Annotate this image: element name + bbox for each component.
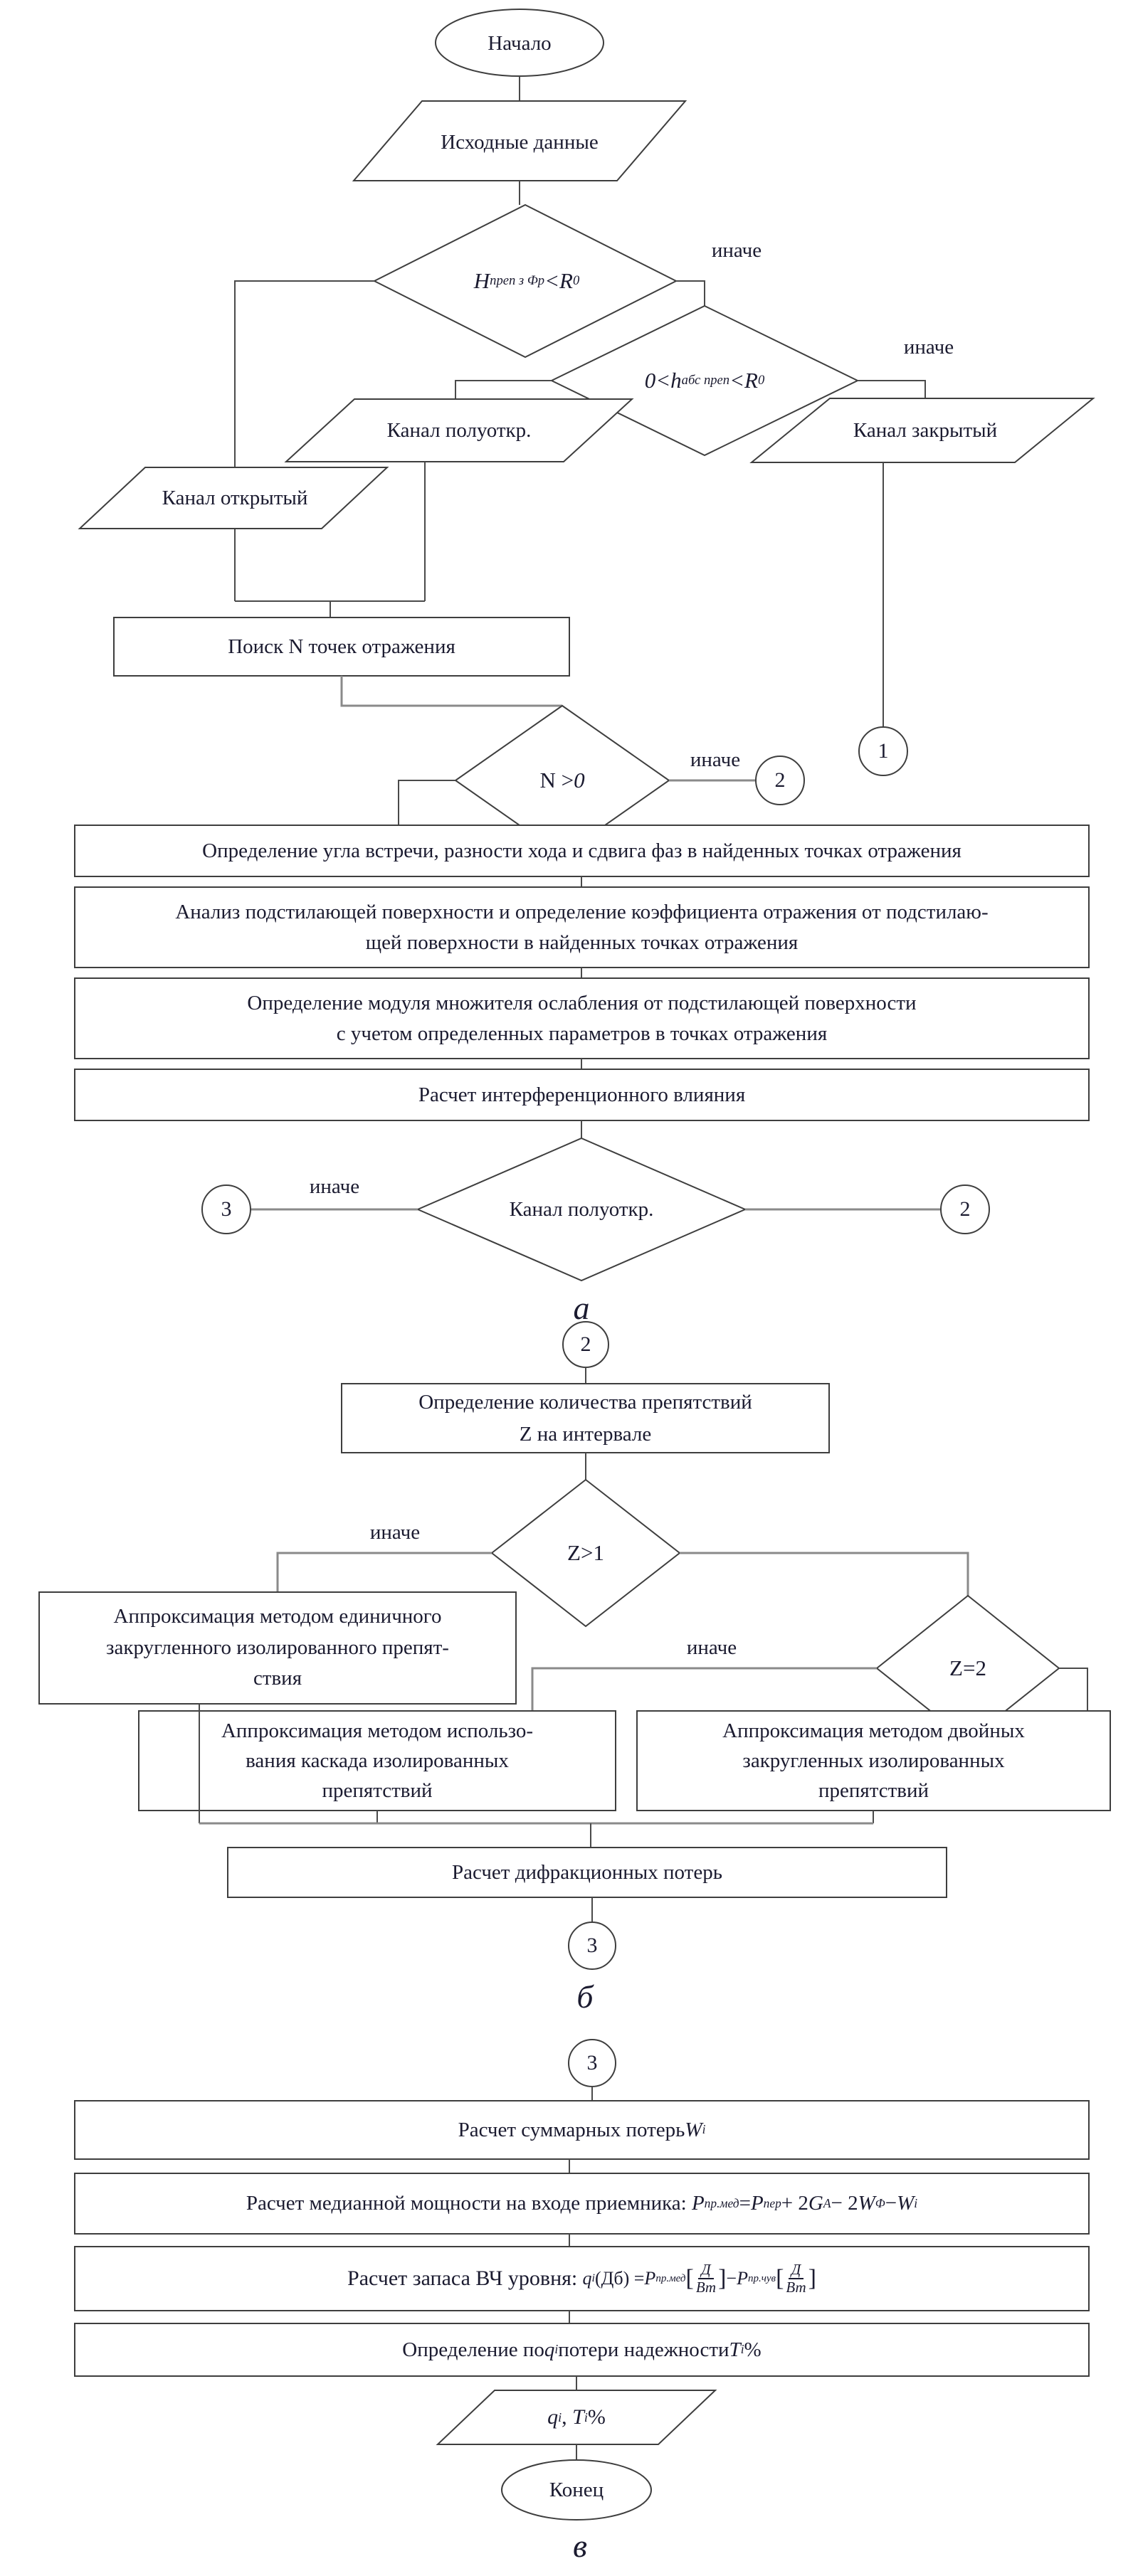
channel-closed-parallelogram: Канал закрытый [853,418,998,442]
rect-v3: Расчет запаса ВЧ уровня: q i (Дб) = P пр.мед [ $\frac{Д}{Вт}$ ] − P пр.чув [ $\frac{Д}{Вт}$ ] [347,2260,816,2296]
connector-circle-2b: 2 [959,1197,971,1221]
rect-b3: Аппроксимация методом использо- вания каскада изолированных препятствий [221,1719,534,1803]
input-data-parallelogram: Исходные данные [441,130,599,154]
otherwise-label-dn: иначе [690,748,741,771]
decision-z2-diamond: Z=2 [949,1655,986,1680]
edge-dz1-dz2 [680,1553,968,1596]
edge-d2-closed-otherwise [858,381,925,398]
decision1-diamond: H преп з Фр < R 0 [473,267,580,293]
connector-circle-2c: 2 [580,1332,591,1357]
rect-a3: Определение модуля множителя ослабления от подстилающей поверхности с учетом определенных параметров в точках отражения [247,992,917,1045]
section-label-b: б [576,1978,594,2015]
edge-dz2-b4 [1059,1668,1087,1711]
rect-a2: Анализ подстилающей поверхности и определение коэффициента отражения от подстилаю- щей поверхности в найденных точках отражения [175,901,989,954]
section-label-a: а [573,1289,590,1326]
otherwise-label-d4: иначе [309,1175,360,1198]
decision-z1-diamond: Z>1 [567,1539,604,1565]
otherwise-label-z2: иначе [686,1636,737,1659]
decision2-diamond: 0< h абс преп < R 0 [644,367,765,393]
end-terminator: Конец [549,2478,604,2501]
start-terminator: Начало [488,31,552,55]
search-points-rect: Поиск N точек отражения [228,635,455,658]
rect-v2: Расчет медианной мощности на входе приемника: P пр.мед = P пер + 2 G A − 2 W Ф − W i [246,2192,918,2215]
edge-dz2-b3-otherwise [532,1668,877,1711]
output-parallelogram: q i , T i % [547,2405,606,2429]
rect-a1: Определение угла встречи, разности хода и сдвига фаз в найденных точках отражения [202,839,961,862]
rect-a4: Расчет интерференционного влияния [418,1083,746,1106]
rect-b1: Определение количества препятствий Z на интервале [418,1390,752,1446]
rect-b4: Аппроксимация методом двойных закругленных изолированных препятствий [722,1719,1025,1803]
rect-b2: Аппроксимация методом единичного закругленного изолированного препят- ствия [106,1605,449,1690]
otherwise-label-z1: иначе [369,1520,421,1544]
connector-circle-1: 1 [878,739,889,763]
rect-v1: Расчет суммарных потерь W i [458,2118,706,2141]
edge-dn-rect1 [399,780,455,825]
decision-semi-diamond: Канал полуоткр. [509,1197,654,1221]
channel-semiopen-parallelogram: Канал полуоткр. [386,418,532,442]
channel-open-parallelogram: Канал открытый [162,486,308,509]
edge-dz1-b2-otherwise [278,1553,492,1592]
otherwise-label-d2: иначе [903,335,954,359]
section-label-v: в [573,2527,587,2564]
edge-search-dn [342,676,562,706]
edge-d2-semi [455,381,552,399]
connector-circle-3c: 3 [586,2051,598,2075]
rect-b5: Расчет дифракционных потерь [452,1860,722,1884]
connector-circle-3b: 3 [586,1934,598,1958]
rect-v4: Определение по q i потери надежности T i % [402,2338,762,2361]
connector-circle-3: 3 [221,1197,232,1221]
connector-circle-2: 2 [774,768,786,793]
decision-n-diamond: N > 0 [539,767,585,793]
otherwise-label-d1: иначе [711,238,762,262]
